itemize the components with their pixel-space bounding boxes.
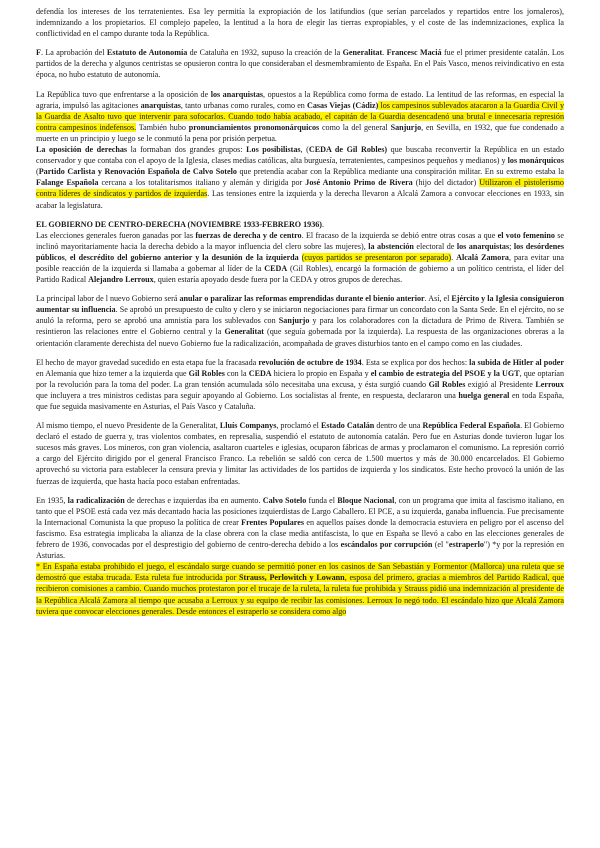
text-run: . La aprobación del <box>40 48 107 58</box>
bold-text: Estatuto de Autonomía <box>106 48 188 58</box>
text-run: (el " <box>432 540 449 550</box>
bold-text: anular o paralizar las reformas emprendidas durante el bienio anterior <box>179 294 425 304</box>
bold-text: Generalitat <box>342 48 383 58</box>
bold-text: La oposición de derechas <box>36 145 128 155</box>
bold-text: F <box>36 48 41 58</box>
bold-text: estraperlo <box>448 540 484 550</box>
centre-right-government-paragraph <box>36 219 564 286</box>
bold-text: la radicalización <box>67 495 125 505</box>
bold-text: José Antonio Primo de Rivera <box>305 178 413 188</box>
bold-text: Generalitat <box>224 327 264 337</box>
text-run: dentro de una <box>374 421 423 431</box>
bold-text: pronunciamientos pronomonárquicos <box>188 122 320 132</box>
bold-text: fuerzas de derecha y de centro <box>195 230 302 240</box>
government-task-paragraph <box>36 293 564 348</box>
text-run: En 1935, <box>36 495 68 505</box>
highlighted-text: los campesinos sublevados atacaron a la Guardia Civil y la Guardia de Asalto tuvo que intervenir para sofocarlos. Cuando todo había acabado, el capitán de la Guardia desencadenó una brutal e innecesaria represión contra campesinos indefensos. <box>36 100 564 132</box>
text-run: El hecho de mayor gravedad sucedido en esta etapa fue la fracasada <box>36 357 259 367</box>
text-run: , <box>64 252 70 262</box>
highlighted-text: * En España estaba prohibido el juego, el escándalo surge cuando se permitió poner en los casinos de San Sebastián y Formentor (Mallorca) una ruleta que se demostró que estaba trucada. Esta ruleta fue introducida por <box>36 562 564 583</box>
bold-text: Francesc Maciá <box>386 48 442 58</box>
bold-text: el voto femenino <box>497 230 555 240</box>
bold-text: escándalos por corrupción <box>340 540 433 550</box>
highlighted-text: Strauss, Perlowitch y Lowann <box>239 573 345 583</box>
text-run: ") *y por la represión en Asturias. <box>36 540 564 561</box>
bold-text: los desórdenes públicos <box>36 241 564 262</box>
text-run: en Alemania que hizo temer a la izquierda que <box>36 368 189 378</box>
bold-text: Gil Robles <box>428 379 466 389</box>
bold-text: revolución de octubre de 1934 <box>258 357 362 367</box>
text-run: La principal labor de l nuevo Gobierno será <box>36 294 180 304</box>
bold-text: Casas Viejas (Cádiz) <box>307 100 379 110</box>
right-opposition-paragraph <box>36 144 564 211</box>
text-run: de Cataluña en 1932, supuso la creación de la <box>187 48 343 58</box>
catalan-statute-paragraph <box>36 47 564 80</box>
text-run: que pretendía acabar con la República mediante una conspiración militar. En su extremo estaba la <box>236 167 565 177</box>
bold-text: Gil Robles <box>188 368 225 378</box>
text-run: , ( <box>300 145 309 155</box>
text-run: que incluyera a tres ministros cedistas para seguir apoyando al Gobierno. Los socialistas al frente, en respuesta, declararon una <box>36 390 459 400</box>
revolution-1934-paragraph <box>36 357 564 412</box>
bold-text: Alejandro Lerroux <box>88 275 154 285</box>
bold-text: huelga general <box>458 390 510 400</box>
text-run: defendía los intereses de los terratenientes. Esa ley permitía la expropiación de los latifundios (que serían parcelados y repartidos entre los jornaleros), indemnizando a los propietarios. El complejo papeleo, la lentitud a la hora de elegir las tierras expropiables, y el coste de las indemnizaciones, explica la conflictividad en el campo durante toda la República. <box>36 7 564 39</box>
text-run: . El Gobierno declaró el estado de guerra y, tras violentos combates, en represalia, suspendió el estatuto de autonomía catalán. Pero fue en Asturias donde tuvieron lugar los sucesos más graves. Los mineros, con gran violencia, asaltaron cuarteles e iglesias, ocuparon fábricas de armas y proclamaron el comunismo. La represión corrió a cargo del Ejército dirigido por el general Francisco Franco. La rebelión se saldó con cerca de 1.500 muertos y más de 30.000 encarcelados. El Gobierno aprovechó su victoria para establecer la censura previa y limitar las actividades de los partidos de izquierda y los sindicatos. Este hecho provocó la unión de las fuerzas de izquierda, que hasta hacía poco estaban enfrentadas. <box>36 421 564 486</box>
bold-text: República Federal Española <box>422 421 521 431</box>
text-run: . Así, el <box>424 294 452 304</box>
companys-paragraph <box>36 420 564 487</box>
text-run: que buscaba reconvertir la República en un estado conservador y que contaba con el apoyo de la Iglesia, clases medias católicas, alta burguesía, terratenientes, campesinos pequeños y medianos) y <box>36 145 565 166</box>
text-run: de derechas e izquierdas iba en aumento. <box>124 495 263 505</box>
text-run: ; <box>509 241 514 251</box>
text-run: hiciera lo propio en España y <box>271 368 371 378</box>
text-run: , opuestos a la República como forma de estado. La lentitud de las reformas, en especial la agraria, impulsó las agitaciones <box>36 89 564 110</box>
bold-text: la abstención <box>368 241 414 251</box>
bold-text: CEDA de Gil Robles) <box>308 145 388 155</box>
estraperlo-note-paragraph <box>36 561 564 616</box>
text-run: Al mismo tiempo, el nuevo Presidente de la Generalitat, <box>36 421 220 431</box>
text-run: , que optarían por la revolución para la toma del poder. La gran tensión acumulada sólo necesitaba una excusa, y ésta surgió cuando <box>36 368 564 389</box>
text-run: , para evitar una posible reacción de la izquierda si llamaba a gobernar al líder de la <box>36 252 565 273</box>
bold-text: la subida de Hitler al poder <box>469 357 564 367</box>
text-run: . Esta se explica por dos hechos: <box>361 357 470 367</box>
landowners-law-paragraph <box>36 6 564 39</box>
text-run: . <box>382 48 387 58</box>
highlighted-text: (cuyos partidos se presentaron por separado) <box>301 252 452 262</box>
bold-text: Frentes Populares <box>241 517 304 527</box>
bold-text: Partido Carlista y Renovación Española de Calvo Sotelo <box>38 167 237 177</box>
text-run: , quien estaría apoyado desde fuera por la CEDA y otros grupos de derechas. <box>153 275 403 285</box>
text-run: También hubo <box>136 122 189 132</box>
bold-text: CEDA <box>264 263 288 273</box>
highlighted-text: , esposa del primero, gracias a miembros del Partido Radical, que recibieron comisiones a cambio. Cuando muchos protestaron por el trucaje de la ruleta, la ruleta fue prohibida y Strauss pidió una indemnización al presidente de la República Alcalá Zamora al tiempo que acusaba a Lerroux y su equipo de recibir las comisiones. Lerroux lo negó todo. El escándalo hizo que Alcalá Zamora tuviera que convocar elecciones generales. Desde entonces el estraperlo se considera como algo <box>36 573 564 616</box>
bold-text: los anarquistas <box>456 241 510 251</box>
text-run: como la del general <box>319 122 391 132</box>
text-run: electoral de <box>413 241 457 251</box>
text-run: fue el primer presidente catalán. Los partidos de la derecha y algunos centristas se opusieron contra lo que consideraban el desmembramiento de España. En el País Vasco, menos reivindicativo en esta época, no hubo estatuto de autonomía. <box>36 48 564 80</box>
opposition-paragraph <box>36 89 564 144</box>
bold-text: anarquistas <box>140 100 181 110</box>
bold-text: Lluís Companys <box>219 421 277 431</box>
text-run: . <box>322 219 325 229</box>
text-run: , tanto urbanas como rurales, como en <box>180 100 308 110</box>
text-run: . <box>451 252 457 262</box>
text-run: la formaban dos grandes grupos: <box>127 145 247 155</box>
text-run: cercana a los totalitarismos italiano y alemán y dirigida por <box>98 178 306 188</box>
bold-text: Los posibilistas <box>246 145 301 155</box>
text-run: . Se aprobó un presupuesto de culto y clero y se iniciaron negociaciones para firmar un concordato con la Santa Sede. En el ejército, no se anuló la reforma, pero se aprobó una amnistía para los sublevados con <box>36 305 564 326</box>
bold-text: CEDA <box>248 368 272 378</box>
text-run: ( <box>36 167 39 177</box>
bold-text: Lerroux <box>535 379 564 389</box>
bold-text: EL GOBIERNO DE CENTRO-DERECHA (NOVIEMBRE 1933-FEBRERO 1936) <box>36 219 323 229</box>
bold-text: Bloque Nacional <box>337 495 395 505</box>
text-run: y para los colaboradores con la dictadura de Primo de Rivera. También se resintieron las relaciones entre el Gobierno central y la <box>36 316 564 337</box>
text-run: , con un programa que imita al fascismo italiano, en tanto que el PSOE está cada vez más decantado hacia las posiciones izquierdistas de Largo Caballero. El PCE, a su izquierda, ganaba influencia. Fue precisamente la Internacional Comunista la que propuso la política de crear <box>36 495 565 527</box>
highlighted-text: Utilizaron el pistolerismo contra líderes de sindicatos y partidos de izquierdas <box>36 178 564 199</box>
bold-text: Sanjurjo <box>390 122 422 132</box>
bold-text: Falange Española <box>36 178 99 188</box>
text-run: se inclinó mayoritariamente hacia la derecha debido a la mayor influencia del clero sobre las mujeres), <box>36 230 564 251</box>
text-run: (Gil Robles), encargó la formación de gobierno a un político centrista, el líder del Partido Radical <box>36 263 564 285</box>
bold-text: Ejército y la Iglesia consiguieron aumentar su influencia <box>36 294 564 315</box>
text-run: La República tuvo que enfrentarse a la oposición de <box>36 89 211 99</box>
radicalization-paragraph <box>36 495 564 562</box>
bold-text: los monárquicos <box>507 156 564 166</box>
text-run: en aquellos países donde la democracia estuviera en peligro por el ascenso del fascismo. Esa estrategia implicaba la alianza de la clase obrera con la clase media antifascista, lo que en España se llevó a cabo en las elecciones generales de febrero de 1936, convocadas por el desprestigio del gobierno de centro-derecha debido a los <box>36 517 564 550</box>
text-run: con la <box>224 368 249 378</box>
bold-text: el descrédito del gobierno anterior y la desunión de la izquierda <box>69 252 299 262</box>
text-run: , proclamó el <box>276 421 321 431</box>
text-run: exigió al Presidente <box>465 379 536 389</box>
bold-text: Alcalá Zamora <box>456 252 509 262</box>
text-run: en toda España, que fue seguida masivamente en Asturias, el País Vasco y Cataluña. <box>36 390 564 411</box>
text-run: , en Sevilla, en 1932, que fue condenado a muerte en un principio y luego se le conmutó la pena por prisión perpetua. <box>36 122 564 143</box>
text-run: funda el <box>306 495 338 505</box>
text-run: (que seguía gobernada por la izquierda). La respuesta de las organizaciones obreras a la orientación claramente derechista del nuevo Gobierno fue la radicalización, acompañada de graves disturbios tanto en el campo como en las ciudades. <box>36 327 564 348</box>
bold-text: Estado Catalán <box>320 421 375 431</box>
bold-text: Sanjurjo <box>278 316 310 326</box>
text-run: (hijo del dictador) <box>412 178 480 188</box>
text-run: . Las tensiones entre la izquierda y la derecha llevaron a Alcalá Zamora a convocar elecciones en 1933, sin acabar la legislatura. <box>36 189 564 210</box>
text-run: Las elecciones generales fueron ganadas por las <box>36 230 196 240</box>
bold-text: los anarquistas <box>210 89 264 99</box>
bold-text: el cambio de estrategia del PSOE y la UGT <box>370 368 520 378</box>
text-run: . El fracaso de la izquierda se debió entre otras cosas a que <box>301 230 498 240</box>
bold-text: Calvo Sotelo <box>262 495 307 505</box>
